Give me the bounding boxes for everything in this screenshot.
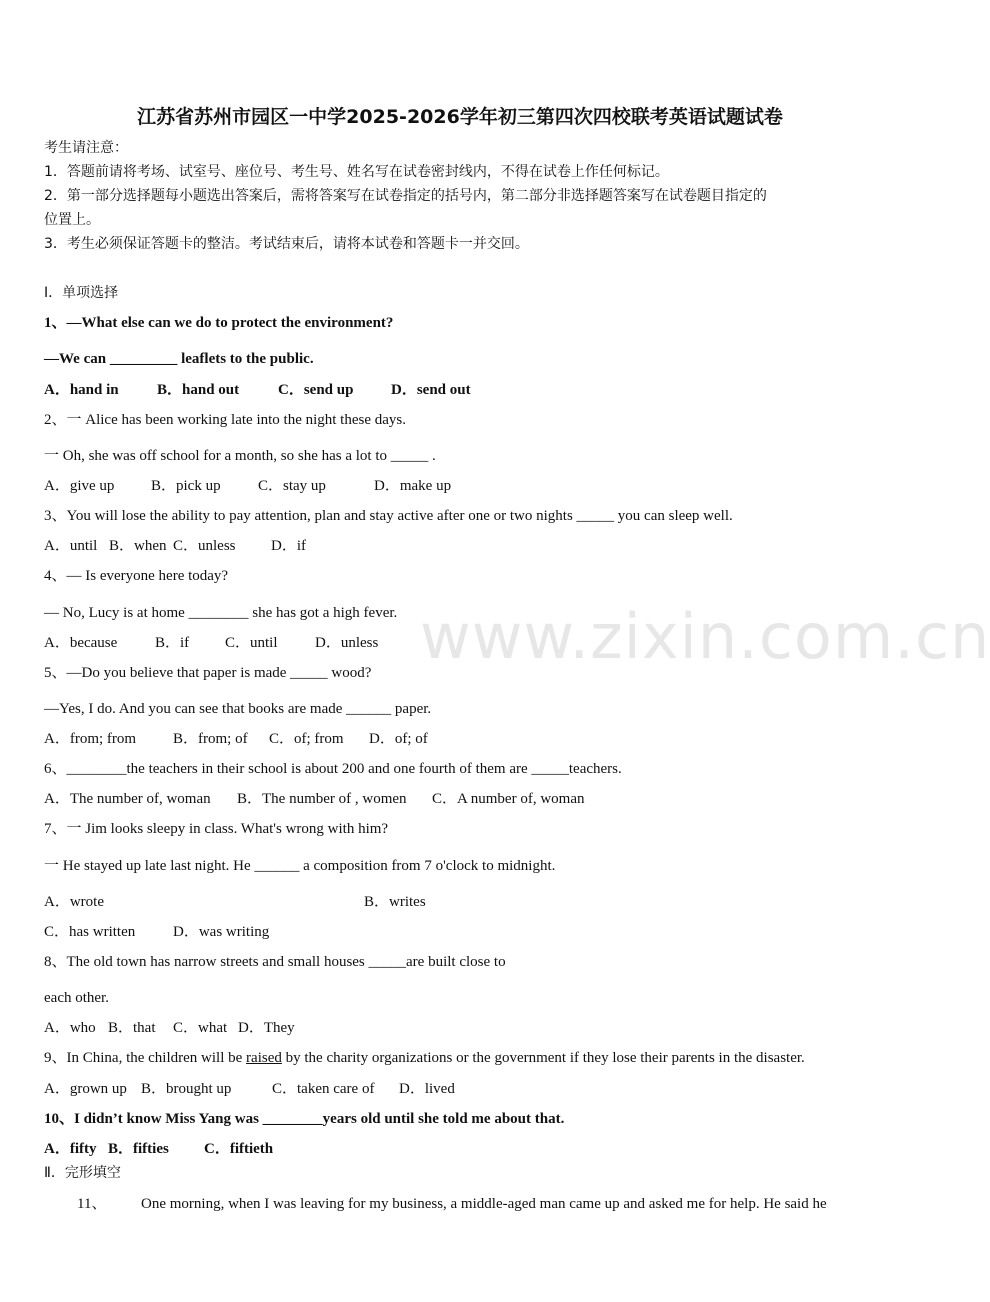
notice-item-2: 2．第一部分选择题每小题选出答案后，需将答案写在试卷指定的括号内，第二部分非选择题答案写在试卷题目指定的 (44, 188, 767, 204)
q5-option-b[interactable]: B．from; of (173, 731, 248, 747)
q4-option-a[interactable]: A．because (44, 635, 118, 651)
q9-stem-pre: 9、In China, the children will be (44, 1050, 247, 1066)
q9-stem (44, 1048, 805, 1068)
q4-option-d[interactable]: D．unless (315, 635, 379, 651)
notice-item-1: 1．答题前请将考场、试室号、座位号、考生号、姓名写在试卷密封线内，不得在试卷上作任何标记。 (44, 164, 669, 180)
q4-option-c[interactable]: C．until (225, 635, 278, 651)
q5-option-c[interactable]: C．of; from (269, 731, 344, 747)
q7-stem: 7、一 Jim looks sleepy in class. What's wrong with him? (44, 821, 389, 837)
q9-option-a[interactable]: A．grown up (44, 1081, 127, 1097)
q9-stem-post: by the charity organizations or the government if they lose their parents in the disaster. (281, 1050, 805, 1066)
q7-stem-2: 一 He stayed up late last night. He ______ a composition from 7 o'clock to midnight. (44, 858, 556, 874)
q8-option-c[interactable]: C．what (173, 1020, 228, 1036)
q6-option-b[interactable]: B．The number of , women (237, 791, 407, 807)
q2-option-d[interactable]: D．make up (374, 478, 452, 494)
q7-option-a[interactable]: A．wrote (44, 894, 104, 910)
q10-option-c[interactable]: C．fiftieth (204, 1141, 274, 1157)
page-title: 江苏省苏州市园区一中学2025-2026学年初三第四次四校联考英语试题试卷 (137, 106, 783, 128)
q7-option-c[interactable]: C．has written (44, 924, 136, 940)
q2-option-a[interactable]: A．give up (44, 478, 115, 494)
q1-stem-2: —We can _________ leaflets to the public. (44, 351, 314, 367)
q2-stem-2: 一 Oh, she was off school for a month, so she has a lot to _____ . (44, 448, 436, 464)
q10-option-b[interactable]: B．fifties (108, 1141, 169, 1157)
q2-option-b[interactable]: B．pick up (151, 478, 221, 494)
q9-underlined-word: raised (246, 1050, 282, 1066)
q5-stem: 5、—Do you believe that paper is made _____ wood? (44, 665, 372, 681)
q1-option-d[interactable]: D．send out (391, 382, 471, 398)
section-heading-2: Ⅱ．完形填空 (44, 1165, 121, 1181)
q1-option-c[interactable]: C．send up (278, 382, 354, 398)
q7-options-row-2 (44, 922, 269, 942)
q7-options-row-1 (44, 892, 426, 912)
q5-option-d[interactable]: D．of; of (369, 731, 428, 747)
q7-option-d[interactable]: D．was writing (173, 924, 270, 940)
q1-option-b[interactable]: B．hand out (157, 382, 240, 398)
q7-option-b[interactable]: B．writes (364, 894, 426, 910)
q5-options (44, 729, 428, 749)
q9-option-b[interactable]: B．brought up (141, 1081, 232, 1097)
q2-stem: 2、一 Alice has been working late into the night these days. (44, 412, 406, 428)
q9-options (44, 1079, 455, 1099)
q1-stem: 1、—What else can we do to protect the environment? (44, 315, 394, 331)
q4-options (44, 633, 378, 653)
q1-options (44, 380, 471, 400)
q9-option-c[interactable]: C．taken care of (272, 1081, 375, 1097)
q10-option-a[interactable]: A．fifty (44, 1141, 97, 1157)
q2-options (44, 476, 451, 496)
q3-options (44, 536, 306, 556)
q6-options (44, 789, 584, 809)
notice-item-3: 3．考生必须保证答题卡的整洁。考试结束后，请将本试卷和答题卡一并交回。 (44, 236, 529, 252)
q3-option-b[interactable]: B．when (109, 538, 167, 554)
q11-text: One morning, when I was leaving for my business, a middle-aged man came up and asked me for help. He said he (141, 1196, 827, 1212)
q8-options (44, 1018, 295, 1038)
q8-stem-2: each other. (44, 990, 109, 1006)
q6-option-a[interactable]: A．The number of, woman (44, 791, 211, 807)
q6-option-c[interactable]: C．A number of, woman (432, 791, 585, 807)
q8-option-d[interactable]: D．They (238, 1020, 295, 1036)
q4-stem-2: — No, Lucy is at home ________ she has got a high fever. (44, 605, 398, 621)
q10-stem: 10、I didn’t know Miss Yang was ________years old until she told me about that. (44, 1111, 565, 1127)
notice-item-2-cont: 位置上。 (44, 212, 100, 228)
q5-stem-2: —Yes, I do. And you can see that books are made ______ paper. (44, 701, 432, 717)
q5-option-a[interactable]: A．from; from (44, 731, 137, 747)
q3-option-d[interactable]: D．if (271, 538, 306, 554)
q4-stem: 4、— Is everyone here today? (44, 568, 229, 584)
q3-stem: 3、You will lose the ability to pay attention, plan and stay active after one or two nights _____ you can sleep well. (44, 508, 733, 524)
q11-number: 11、 (77, 1196, 107, 1212)
q8-option-b[interactable]: B．that (108, 1020, 156, 1036)
q6-stem: 6、________the teachers in their school is about 200 and one fourth of them are _____teachers. (44, 761, 622, 777)
q1-option-a[interactable]: A．hand in (44, 382, 119, 398)
q8-stem: 8、The old town has narrow streets and small houses _____are built close to (44, 954, 506, 970)
q9-option-d[interactable]: D．lived (399, 1081, 455, 1097)
notice-heading: 考生请注意： (44, 140, 128, 156)
q2-option-c[interactable]: C．stay up (258, 478, 326, 494)
q4-option-b[interactable]: B．if (155, 635, 190, 651)
q10-options (44, 1139, 273, 1159)
q8-option-a[interactable]: A．who (44, 1020, 96, 1036)
section-heading-1: Ⅰ．单项选择 (44, 285, 119, 301)
q3-option-c[interactable]: C．unless (173, 538, 236, 554)
q3-option-a[interactable]: A．until (44, 538, 98, 554)
watermark: www.zixin.com.cn (420, 600, 990, 673)
